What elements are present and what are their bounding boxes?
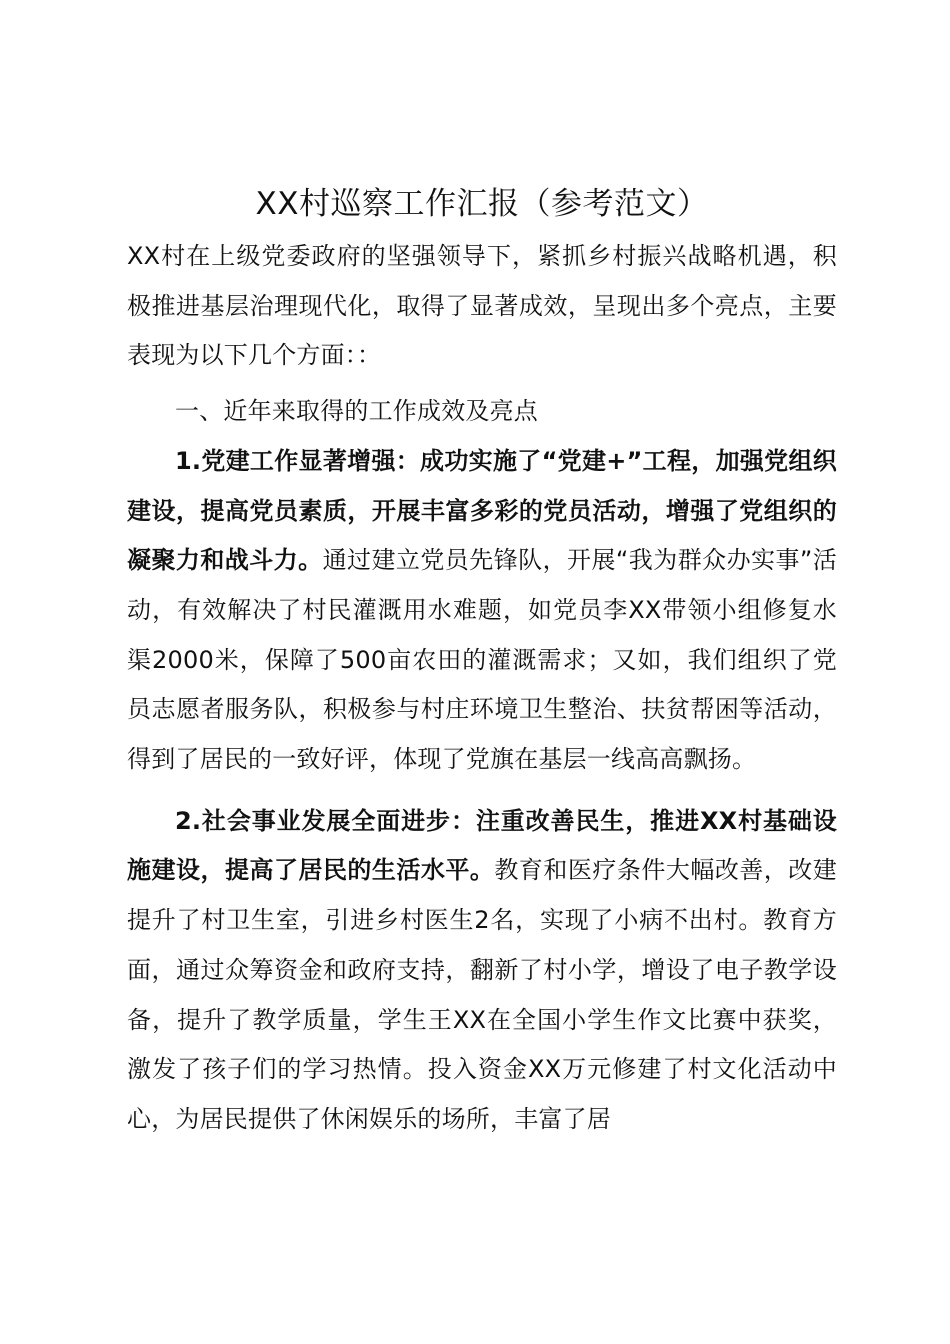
item-2-body: 教育和医疗条件大幅改善，改建提升了村卫生室，引进乡村医生2名，实现了小病不出村。教育方面，通过众筹资金和政府支持，翻新了村小学，增设了电子教学设备，提升了教学质量，学生王XX在全国小学生作文比赛中获奖，激发了孩子们的学习热情。投入资金XX万元修建了村文化活动中心，为居民提供了休闲娱乐的场所，丰富了居 (127, 856, 837, 1133)
document-title: XX村巡察工作汇报（参考范文） (255, 186, 709, 222)
intro-paragraph: XX村在上级党委政府的坚强领导下，紧抓乡村振兴战略机遇，积极推进基层治理现代化，取得了显著成效，呈现出多个亮点，主要表现为以下几个方面：： (127, 242, 837, 370)
document-page (127, 182, 837, 1145)
section-heading: 一、近年来取得的工作成效及亮点 (175, 397, 538, 426)
item-paragraph-1 (127, 437, 837, 785)
item-1-bold-lead: 1.党建工作显著增强：成功实施了“党建+”工程，加强党组织建设，提高党员素质，开展丰富多彩的党员活动，增强了党组织的凝聚力和战斗力。 (127, 446, 837, 575)
item-1-body: 通过建立党员先锋队，开展“我为群众办实事”活动，有效解决了村民灌溉用水难题，如党员李XX带领小组修复水渠2000米，保障了500亩农田的灌溉需求；又如，我们组织了党员志愿者服务队，积极参与村庄环境卫生整治、扶贫帮困等活动，得到了居民的一致好评，体现了党旗在基层一线高高飘扬。 (127, 546, 838, 774)
item-paragraph-2 (127, 797, 837, 1145)
item-2-bold-lead: 2.社会事业发展全面进步：注重改善民生，推进XX村基础设施建设，提高了居民的生活水平。 (127, 806, 837, 885)
